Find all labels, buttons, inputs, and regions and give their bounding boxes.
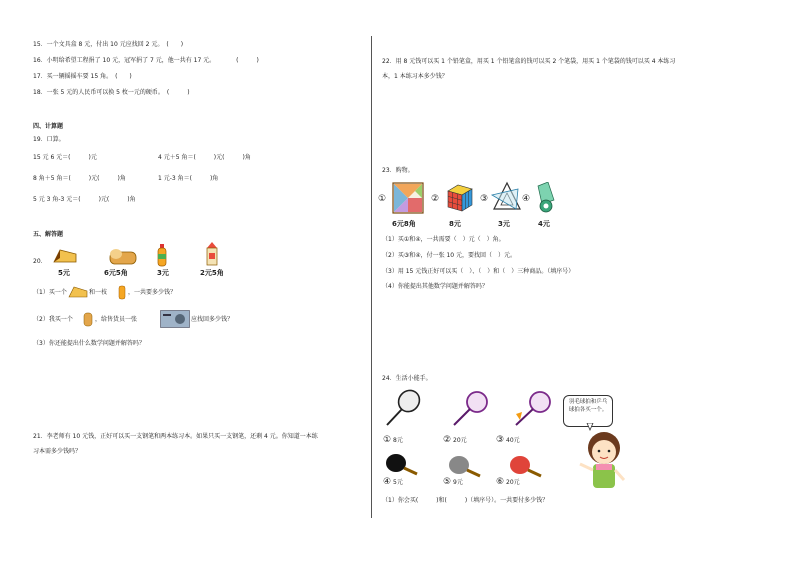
q24-num-5: ⑤ (443, 477, 452, 487)
item-number-3: ③ (480, 194, 489, 204)
q20-2-text-a: （2）我买一个 (33, 316, 73, 323)
question-18: 18．一张 5 元的人民币可以换 5 枚一元的硬币。 ( ) (33, 89, 190, 96)
q20-1-text-b: 和一枝 (89, 289, 108, 296)
q24-price-3: 40元 (506, 437, 520, 444)
q20-1-text-c: ，一共要多少钱？ (128, 289, 177, 296)
girl-character-icon (574, 430, 630, 492)
juice-small-icon (117, 284, 127, 300)
calc-2-1: 8 角＋5 角＝( )元( )角 (33, 175, 126, 182)
price-item-3: 3元 (498, 220, 510, 228)
ping-pong-paddle-icon (447, 454, 483, 478)
q24-num-6: ⑥ (496, 477, 505, 487)
q24-price-1: 8元 (393, 437, 403, 444)
question-21-line2: 习本需多少钱吗？ (33, 448, 82, 455)
q23-sub-4: （4）你能提出其他数学问题并解答吗？ (382, 283, 488, 290)
price-item-2: 8元 (449, 220, 461, 228)
question-20-label: 20． (33, 258, 47, 265)
badminton-racket-icon (510, 390, 554, 428)
q20-1-text-a: （1）买一个 (33, 289, 67, 296)
price-juice: 3元 (157, 269, 169, 277)
column-divider (371, 36, 372, 518)
q24-item-2 (443, 436, 467, 445)
question-15: 15．一个文具盒 8 元，付出 10 元应找回 2 元。 ( ) (33, 41, 184, 48)
q20-2-text-c: 应找回多少钱？ (191, 316, 234, 323)
price-milk: 2元5角 (200, 269, 224, 277)
q24-item-4 (383, 478, 403, 487)
q23-sub-3: （3）用 15 元钱正好可以买（ ）、（ ）和（ ）三种商品。（填序号） (382, 268, 575, 275)
question-22-line2: 本，1 本练习本多少钱？ (382, 73, 448, 80)
q24-price-2: 20元 (453, 437, 467, 444)
ping-pong-paddle-icon (384, 452, 420, 476)
badminton-racket-icon (383, 388, 423, 428)
badminton-racket-icon (450, 390, 490, 428)
item-number-1: ① (378, 194, 387, 204)
calc-3-1: 5 元 3 角-3 元＝( )元( )角 (33, 196, 136, 203)
item-number-4: ④ (522, 194, 531, 204)
section-4-title: 四、计算题 (33, 123, 64, 130)
banknote-icon (160, 310, 190, 328)
question-21-line1: 21．李老师有 10 元钱，正好可以买一支钢笔和两本练习本。如果只买一支钢笔，还剩 4 元。你知道一本练 (33, 433, 318, 440)
q23-sub-1: （1）买①和④，一共需要（ ）元（ ）角。 (382, 236, 505, 243)
question-16: 16．小明给希望工程捐了 10 元，冠军捐了 7 元，他一共有 17 元。 ( ) (33, 57, 259, 64)
q24-item-3 (496, 436, 520, 445)
calc-2-2: 1 元-3 角＝( )角 (158, 175, 219, 182)
cake-icon (52, 248, 78, 264)
question-23: 23．购物。 (382, 167, 414, 174)
bread-small-icon (82, 311, 94, 327)
calc-1-2: 4 元＋5 角＝( )元( )角 (158, 154, 251, 161)
triangle-ruler-icon (490, 181, 524, 213)
q24-item-5 (443, 478, 463, 487)
q24-num-1: ① (383, 435, 392, 445)
price-bread: 6元5角 (104, 269, 128, 277)
question-22-line1: 22．用 8 元钱可以买 1 个铅笔盒，用买 1 个铅笔盒的钱可以买 2 个笔袋，用买 1 个笔袋的钱可以买 4 本练习 (382, 58, 676, 65)
q24-sub-1: （1）你会买( )和( )（填序号）。一共要付多少钱？ (382, 497, 549, 504)
q20-3-text: （3）你还能提出什么数学问题并解答吗？ (33, 340, 145, 347)
q24-price-4: 5元 (393, 479, 403, 486)
rubiks-cube-icon (444, 183, 474, 213)
q24-item-1 (383, 436, 403, 445)
q24-num-4: ④ (383, 477, 392, 487)
calc-1-1: 15 元 6 元＝( )元 (33, 154, 97, 161)
price-item-4: 4元 (538, 220, 550, 228)
pencil-sharpener-icon (534, 182, 558, 214)
section-5-title: 五、解答题 (33, 231, 64, 238)
q24-num-2: ② (443, 435, 452, 445)
juice-bottle-icon (155, 244, 169, 268)
cake-small-icon (68, 286, 88, 298)
q20-2-text-b: ，给售货员一张 (95, 316, 138, 323)
question-19: 19．口算。 (33, 136, 65, 143)
bread-icon (108, 246, 138, 266)
price-item-1: 6元8角 (392, 220, 416, 228)
milk-carton-icon (204, 242, 220, 266)
q24-item-6 (496, 478, 520, 487)
q24-price-6: 20元 (506, 479, 520, 486)
item-number-2: ② (431, 194, 440, 204)
tangram-icon (392, 182, 424, 214)
question-17: 17．买一辆摇摇车要 15 角。 ( ) (33, 73, 132, 80)
question-24: 24．生活小能手。 (382, 375, 432, 382)
q24-num-3: ③ (496, 435, 505, 445)
q24-price-5: 9元 (453, 479, 463, 486)
price-cake: 5元 (58, 269, 70, 277)
q23-sub-2: （2）买③和④，付一张 10 元，要找回（ ）元。 (382, 252, 517, 259)
speech-bubble-text: 羽毛球拍和乒乓球拍各买一个。 (568, 399, 608, 413)
ping-pong-paddle-icon (508, 454, 544, 478)
